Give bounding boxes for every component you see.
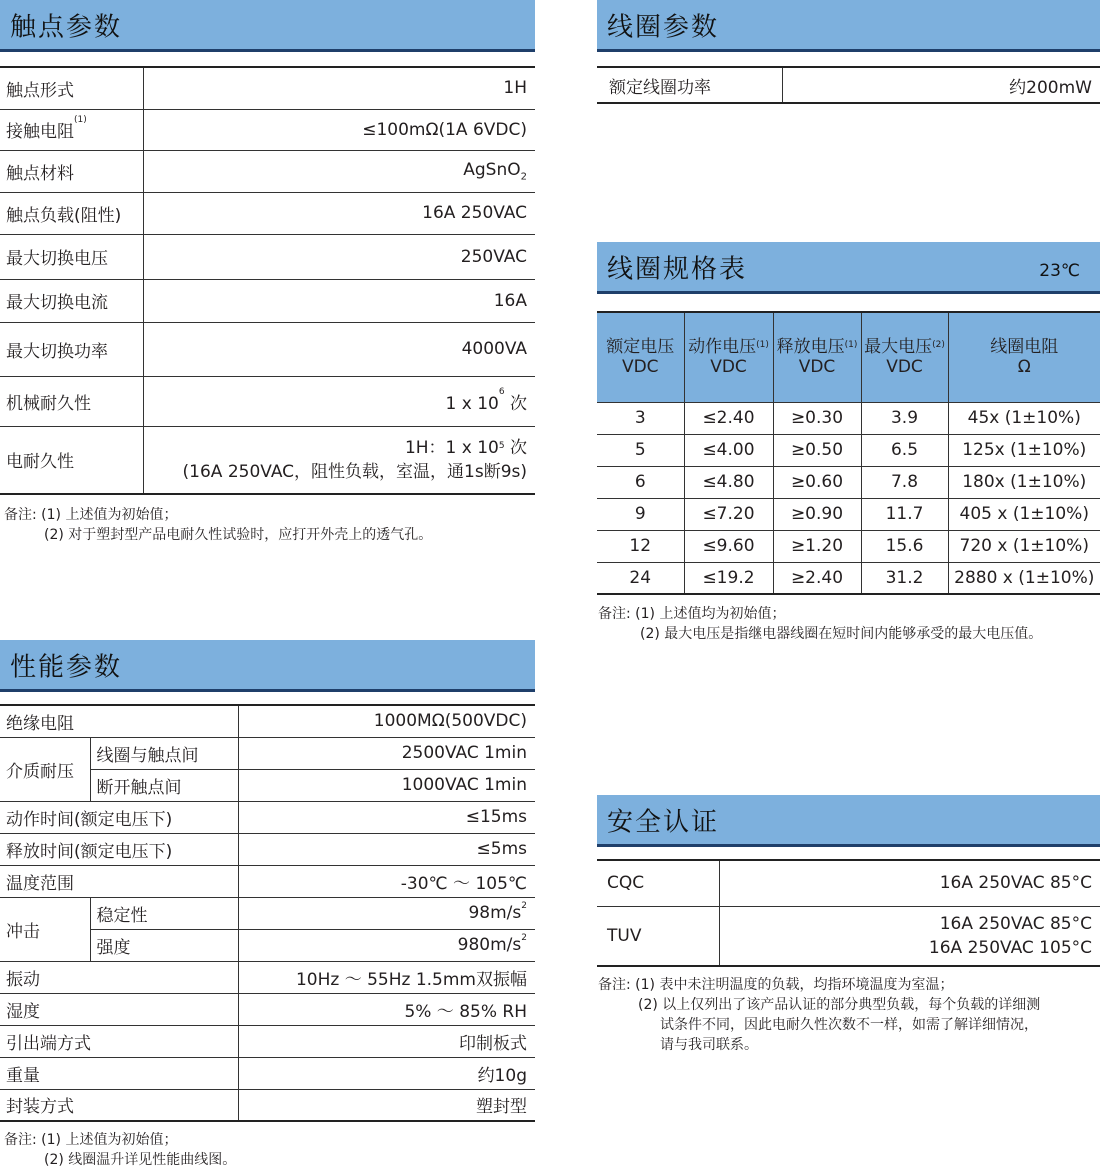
performance-params-table bbox=[0, 704, 535, 1122]
footnote-mark: (2) bbox=[932, 340, 945, 351]
table-row bbox=[597, 498, 1100, 530]
header-unit: VDC bbox=[798, 357, 836, 378]
row-value: 2500VAC 1min bbox=[238, 737, 535, 769]
row-value: 约10g bbox=[238, 1057, 535, 1089]
row-label: 最大切换电压 bbox=[0, 234, 143, 279]
cert-label: TUV bbox=[597, 906, 719, 966]
row-label: 振动 bbox=[0, 961, 238, 993]
header-unit: VDC bbox=[621, 357, 659, 378]
contact-section-header bbox=[0, 0, 535, 52]
ambient-temperature: 23℃ bbox=[1039, 261, 1080, 281]
note-line: 备注: (1) 上述值为初始值； bbox=[4, 507, 178, 523]
table-row bbox=[0, 1057, 535, 1089]
note-line: (2) 对于塑封型产品电耐久性试验时，应打开外壳上的透气孔。 bbox=[44, 527, 433, 543]
row-label: 引出端方式 bbox=[0, 1025, 238, 1057]
header-text: 最大电压 bbox=[864, 337, 933, 358]
table-cell: 3.9 bbox=[861, 402, 948, 434]
performance-section-title: 性能参数 bbox=[10, 652, 123, 682]
safety-section-header bbox=[597, 795, 1100, 847]
row-label: 绝缘电阻 bbox=[0, 705, 238, 737]
table-cell: 6 bbox=[597, 466, 684, 498]
column-header bbox=[948, 312, 1100, 402]
table-cell: 405 x (1±10%) bbox=[948, 498, 1100, 530]
table-cell: ≤19.2 bbox=[684, 562, 773, 594]
exponent: 2 bbox=[521, 933, 527, 943]
value-text: 1H：1 x 10 bbox=[404, 437, 499, 458]
table-cell: 125x (1±10%) bbox=[948, 434, 1100, 466]
table-row bbox=[597, 434, 1100, 466]
row-label: 冲击 bbox=[0, 897, 90, 961]
cert-value: 16A 250VAC 85°C bbox=[719, 860, 1100, 906]
table-cell: 31.2 bbox=[861, 562, 948, 594]
safety-section-title: 安全认证 bbox=[607, 807, 720, 837]
value-line-2: (16A 250VAC，阻性负载，室温，通1s断9s) bbox=[182, 461, 527, 482]
table-row bbox=[0, 865, 535, 897]
sub-label: 线圈与触点间 bbox=[90, 737, 238, 769]
row-label: 最大切换功率 bbox=[0, 322, 143, 376]
row-label: 最大切换电流 bbox=[0, 279, 143, 322]
row-value: -30℃ ～ 105℃ bbox=[238, 865, 535, 897]
table-cell: 15.6 bbox=[861, 530, 948, 562]
row-value: 1000VAC 1min bbox=[238, 769, 535, 801]
value-unit: 次 bbox=[504, 437, 527, 458]
value-text: 980m/s bbox=[457, 935, 522, 955]
contact-notes bbox=[4, 505, 432, 545]
table-row bbox=[0, 1025, 535, 1057]
value-text: AgSnO bbox=[463, 159, 521, 180]
row-value: 4000VA bbox=[143, 322, 535, 376]
table-cell: ≤4.00 bbox=[684, 434, 773, 466]
coil-section-header bbox=[597, 0, 1100, 52]
table-cell: 5 bbox=[597, 434, 684, 466]
row-label: 电耐久性 bbox=[0, 426, 143, 494]
header-unit: VDC bbox=[886, 357, 923, 378]
table-row bbox=[597, 67, 1100, 103]
table-header-row bbox=[597, 312, 1100, 402]
column-header bbox=[861, 312, 948, 402]
table-row bbox=[0, 737, 535, 769]
table-cell: ≤7.20 bbox=[684, 498, 773, 530]
footnote-mark: (1) bbox=[756, 340, 769, 351]
table-cell: ≥0.90 bbox=[773, 498, 861, 530]
row-value: ≤100mΩ(1A 6VDC) bbox=[143, 109, 535, 150]
row-label: 机械耐久性 bbox=[0, 376, 143, 426]
row-value bbox=[238, 897, 535, 929]
row-label: 释放时间(额定电压下) bbox=[0, 833, 238, 865]
cert-value bbox=[719, 906, 1100, 966]
table-cell: 11.7 bbox=[861, 498, 948, 530]
coil-spec-notes bbox=[598, 604, 1042, 644]
table-cell: 9 bbox=[597, 498, 684, 530]
table-cell: 3 bbox=[597, 402, 684, 434]
header-text: 释放电压 bbox=[776, 337, 845, 358]
table-cell: 180x (1±10%) bbox=[948, 466, 1100, 498]
row-value: 5% ～ 85% RH bbox=[238, 993, 535, 1025]
safety-cert-table bbox=[597, 859, 1100, 967]
table-row bbox=[597, 466, 1100, 498]
table-cell: 2880 x (1±10%) bbox=[948, 562, 1100, 594]
row-value: 16A bbox=[143, 279, 535, 322]
row-value: 约200mW bbox=[782, 67, 1100, 103]
table-cell: ≤9.60 bbox=[684, 530, 773, 562]
table-cell: 24 bbox=[597, 562, 684, 594]
row-value: 1000MΩ(500VDC) bbox=[238, 705, 535, 737]
table-cell: 6.5 bbox=[861, 434, 948, 466]
exponent: 5 bbox=[498, 440, 505, 451]
header-unit: VDC bbox=[710, 357, 747, 378]
row-value: 16A 250VAC bbox=[143, 192, 535, 234]
performance-section-header bbox=[0, 640, 535, 692]
table-cell: 45x (1±10%) bbox=[948, 402, 1100, 434]
row-value: 塑封型 bbox=[238, 1089, 535, 1121]
table-row bbox=[0, 192, 535, 234]
table-row bbox=[0, 109, 535, 150]
sub-label: 强度 bbox=[90, 929, 238, 961]
row-value: 10Hz ～ 55Hz 1.5mm双振幅 bbox=[238, 961, 535, 993]
row-value bbox=[143, 150, 535, 192]
note-line: (2) 线圈温升详见性能曲线图。 bbox=[44, 1152, 237, 1168]
table-cell: ≥0.30 bbox=[773, 402, 861, 434]
row-label: 重量 bbox=[0, 1057, 238, 1089]
row-label: 触点材料 bbox=[0, 150, 143, 192]
safety-notes bbox=[598, 975, 1040, 1055]
header-unit: Ω bbox=[1017, 357, 1031, 378]
column-header bbox=[684, 312, 773, 402]
table-cell: ≥1.20 bbox=[773, 530, 861, 562]
cert-value-line: 16A 250VAC 85°C bbox=[939, 913, 1092, 934]
coil-spec-section-header bbox=[597, 242, 1100, 294]
header-text: 额定电压 bbox=[606, 337, 675, 358]
note-line: 备注: (1) 上述值为初始值； bbox=[4, 1132, 178, 1148]
row-label: 湿度 bbox=[0, 993, 238, 1025]
coil-spec-section-title: 线圈规格表 bbox=[607, 254, 748, 284]
sub-label: 断开触点间 bbox=[90, 769, 238, 801]
exponent: 2 bbox=[521, 901, 527, 911]
row-label: 封装方式 bbox=[0, 1089, 238, 1121]
column-header bbox=[773, 312, 861, 402]
note-line: 备注: (1) 上述值均为初始值； bbox=[598, 606, 786, 622]
table-row bbox=[597, 530, 1100, 562]
row-value bbox=[238, 929, 535, 961]
table-row bbox=[0, 993, 535, 1025]
row-value: ≤5ms bbox=[238, 833, 535, 865]
coil-params-table bbox=[597, 66, 1100, 104]
table-row bbox=[0, 897, 535, 929]
table-cell: 720 x (1±10%) bbox=[948, 530, 1100, 562]
table-cell: 7.8 bbox=[861, 466, 948, 498]
table-row bbox=[0, 705, 535, 737]
row-value: 印制板式 bbox=[238, 1025, 535, 1057]
row-value: ≤15ms bbox=[238, 801, 535, 833]
table-cell: ≤2.40 bbox=[684, 402, 773, 434]
table-row bbox=[597, 562, 1100, 594]
footnote-mark: (1) bbox=[74, 115, 87, 125]
header-text: 动作电压 bbox=[688, 337, 757, 358]
note-line: 备注: (1) 表中未注明温度的负载，均指环境温度为室温； bbox=[598, 977, 954, 993]
column-header bbox=[597, 312, 684, 402]
row-value bbox=[143, 376, 535, 426]
value-text: 1 x 10 bbox=[445, 393, 499, 414]
table-row bbox=[0, 833, 535, 865]
table-cell: ≥2.40 bbox=[773, 562, 861, 594]
note-line: 请与我司联系。 bbox=[660, 1037, 758, 1053]
row-value bbox=[143, 426, 535, 494]
coil-section-title: 线圈参数 bbox=[607, 12, 720, 42]
row-label: 额定线圈功率 bbox=[597, 67, 782, 103]
table-row bbox=[0, 322, 535, 376]
note-line: 试条件不同，因此电耐久性次数不一样，如需了解详细情况， bbox=[660, 1017, 1038, 1033]
row-label: 触点负载(阻性) bbox=[0, 192, 143, 234]
row-label bbox=[0, 109, 143, 150]
cert-value-line: 16A 250VAC 105°C bbox=[928, 937, 1092, 958]
table-row bbox=[0, 279, 535, 322]
note-line: (2) 最大电压是指继电器线圈在短时间内能够承受的最大电压值。 bbox=[640, 626, 1043, 642]
row-label: 触点形式 bbox=[0, 67, 143, 109]
table-row bbox=[0, 150, 535, 192]
table-cell: ≥0.50 bbox=[773, 434, 861, 466]
table-row bbox=[597, 860, 1100, 906]
exponent: 6 bbox=[498, 386, 505, 397]
footnote-mark: (1) bbox=[844, 340, 858, 351]
table-cell: 12 bbox=[597, 530, 684, 562]
value-text: 98m/s bbox=[468, 903, 522, 923]
table-row bbox=[597, 402, 1100, 434]
table-row bbox=[0, 426, 535, 494]
table-row bbox=[597, 906, 1100, 966]
table-row bbox=[0, 67, 535, 109]
subscript: 2 bbox=[520, 171, 527, 183]
contact-section-title: 触点参数 bbox=[10, 12, 123, 42]
table-cell: ≤4.80 bbox=[684, 466, 773, 498]
label-text: 接触电阻 bbox=[6, 122, 74, 142]
table-cell: ≥0.60 bbox=[773, 466, 861, 498]
table-row bbox=[0, 961, 535, 993]
row-value: 1H bbox=[143, 67, 535, 109]
header-text: 线圈电阻 bbox=[990, 337, 1059, 358]
row-label: 介质耐压 bbox=[0, 737, 90, 801]
table-row bbox=[0, 1089, 535, 1121]
coil-spec-table bbox=[597, 311, 1100, 595]
table-row bbox=[0, 234, 535, 279]
row-label: 动作时间(额定电压下) bbox=[0, 801, 238, 833]
note-line: (2) 以上仅列出了该产品认证的部分典型负载，每个负载的详细测 bbox=[638, 997, 1041, 1013]
performance-notes bbox=[4, 1130, 236, 1170]
row-value: 250VAC bbox=[143, 234, 535, 279]
value-unit: 次 bbox=[504, 393, 527, 414]
table-row bbox=[0, 376, 535, 426]
row-label: 温度范围 bbox=[0, 865, 238, 897]
value-line-1 bbox=[150, 436, 528, 460]
table-row bbox=[0, 801, 535, 833]
cert-label: CQC bbox=[597, 860, 719, 906]
contact-params-table bbox=[0, 66, 535, 495]
sub-label: 稳定性 bbox=[90, 897, 238, 929]
